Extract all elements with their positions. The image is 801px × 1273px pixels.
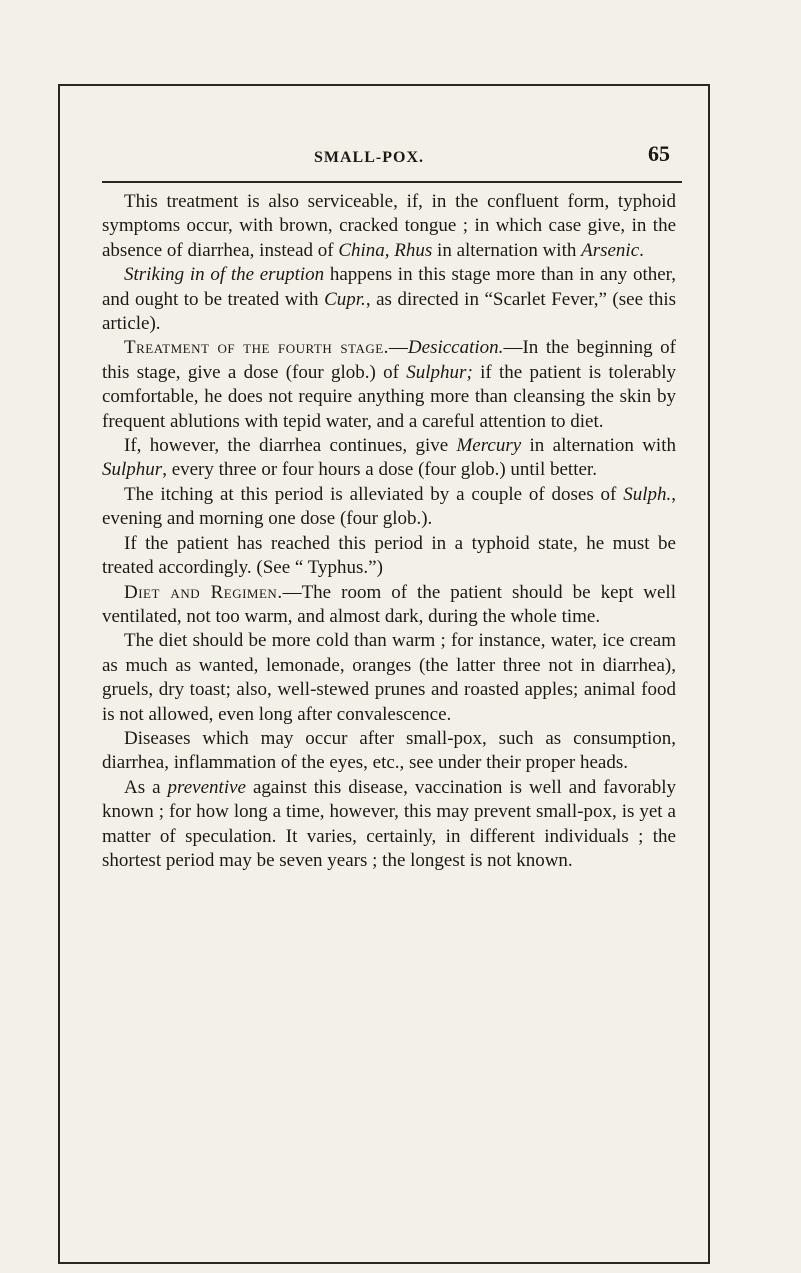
paragraph: This treatment is also serviceable, if, in the confluent form, typhoid symptoms occur, with brown, cracked tongue ; in which case give, in the absence of diarrhea, instead of China, Rhus in alternation with Arsenic. xyxy=(102,191,676,261)
body-text xyxy=(102,190,676,873)
page-border-left xyxy=(58,84,60,1264)
paragraph-treatment-heading: Treatment of the fourth stage.—Desiccation.—In the beginning of this stage, give a dose (four glob.) of Sulphur; if the patient is tolerably comfortable, he does not require anything more than cleansing the skin by frequent ablutions with tepid water, and a careful attention to diet. xyxy=(102,337,676,432)
page-border-bottom xyxy=(58,1262,710,1264)
page-border-top xyxy=(58,84,710,86)
running-header xyxy=(102,141,682,177)
header-rule xyxy=(102,181,682,183)
section-heading: Treatment of the fourth stage. xyxy=(124,337,389,359)
paragraph-diet-heading: Diet and Regimen.—The room of the patient should be kept well ventilated, not too warm, and almost dark, during the whole time. xyxy=(102,581,676,627)
paragraph: The itching at this period is alleviated by a couple of doses of Sulph., evening and morning one dose (four glob.). xyxy=(102,483,676,530)
page-border-right xyxy=(708,84,710,1264)
section-heading: Diet and Regimen. xyxy=(124,581,283,603)
paragraph: As a preventive against this disease, vaccination is well and favorably known ; for how long a time, however, this may prevent small-pox, is yet a matter of speculation. It varies, certainly, in different individuals ; the shortest period may be seven years ; the longest is not known. xyxy=(102,776,676,871)
running-title: SMALL-POX. xyxy=(314,149,424,166)
paragraph: If, however, the diarrhea continues, give Mercury in alternation with Sulphur, every three or four hours a dose (four glob.) until better. xyxy=(102,435,676,481)
paragraph: The diet should be more cold than warm ; for instance, water, ice cream as much as wanted, lemonade, oranges (the latter three not in diarrhea), gruels, dry toast; also, well-stewed prunes and roasted apples; animal food is not allowed, even long after convalescence. xyxy=(102,630,676,725)
paragraph: If the patient has reached this period in a typhoid state, he must be treated accordingly. (See “ Typhus.”) xyxy=(102,532,676,579)
page-number: 65 xyxy=(648,141,670,166)
paragraph: Striking in of the eruption happens in this stage more than in any other, and ought to be treated with Cupr., as directed in “Scarlet Fever,” (see this article). xyxy=(102,264,676,335)
paragraph: Diseases which may occur after small-pox, such as consumption, diarrhea, inflammation of the eyes, etc., see under their proper heads. xyxy=(102,727,676,774)
